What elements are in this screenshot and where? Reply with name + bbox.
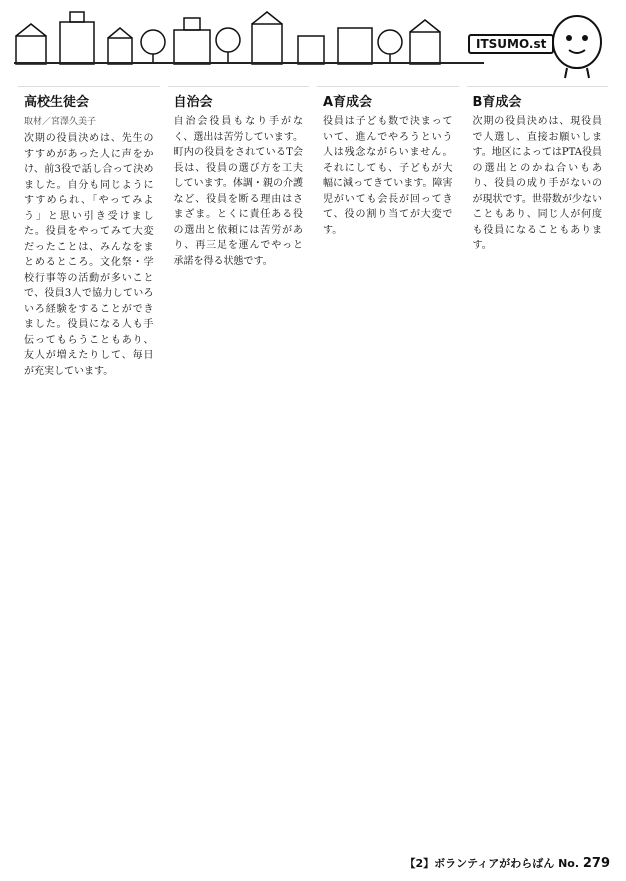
ground-line [14,62,484,64]
section-neighborhood [168,86,310,455]
section-a-ikusei [317,86,459,455]
itsumo-logo: ITSUMO.st [468,34,554,54]
section-body: 役員は子ども数で決まっていて、進んでやろうという人は残念ながらいません。それにしても、子どもが大幅に減ってきています。障害児がいても会長が回ってきて、役の割り当てが大変です。 [323,116,453,236]
town-illustration [8,8,468,68]
section-body: 自治会役員もなり手がなく、選出は苦労しています。町内の役員をされているT会長は、役員の選び方を工夫しています。体調・親の介護など、役員を断る理由はさまざま。とくに責任ある役の選出と依頼には苦労があり、再三足を運んでやっと承諾を得る状態です。 [173,116,303,267]
section-highschool [18,86,160,455]
article-grid [18,86,608,455]
section-body: 次期の役員決めは、先生のすすめがあった人に声をかけ、前3役で話し合って決めました。自分も同じようにすすめられ、「やってみよう」と思い引き受けました。役員をやってみて大変だったことは、みんなをまとめるところ。文化祭・学校行事等の活動が多いことで、役員3人で協力していろいろ経験をすることができました。役員になる人も手伝ってもらうこともあり、友人が増えたりして、毎日が充実しています。 [24,133,154,377]
page-number: 279 [582,856,610,871]
section-b-ikusei [467,86,609,455]
section-title: 高校生徒会 [24,95,90,110]
section-title: 自治会 [173,95,213,110]
section-body: 次期の役員決めは、現役員で人選し、直接お願いします。地区によってはPTA役員の選出とのかね合いもあり、役員の成り手がないのが現状です。世帯数が少ないこともあり、同じ人が何度も役員になることもあります。 [472,116,602,251]
page-footer [404,855,610,871]
mascot-illustration [545,8,609,80]
section-title: A育成会 [323,95,373,110]
section-credit: 取材／宮澤久美子 [24,117,97,127]
section-title: B育成会 [472,95,522,110]
footer-label: 【2】ボランティアがわらばん No. [404,857,580,870]
